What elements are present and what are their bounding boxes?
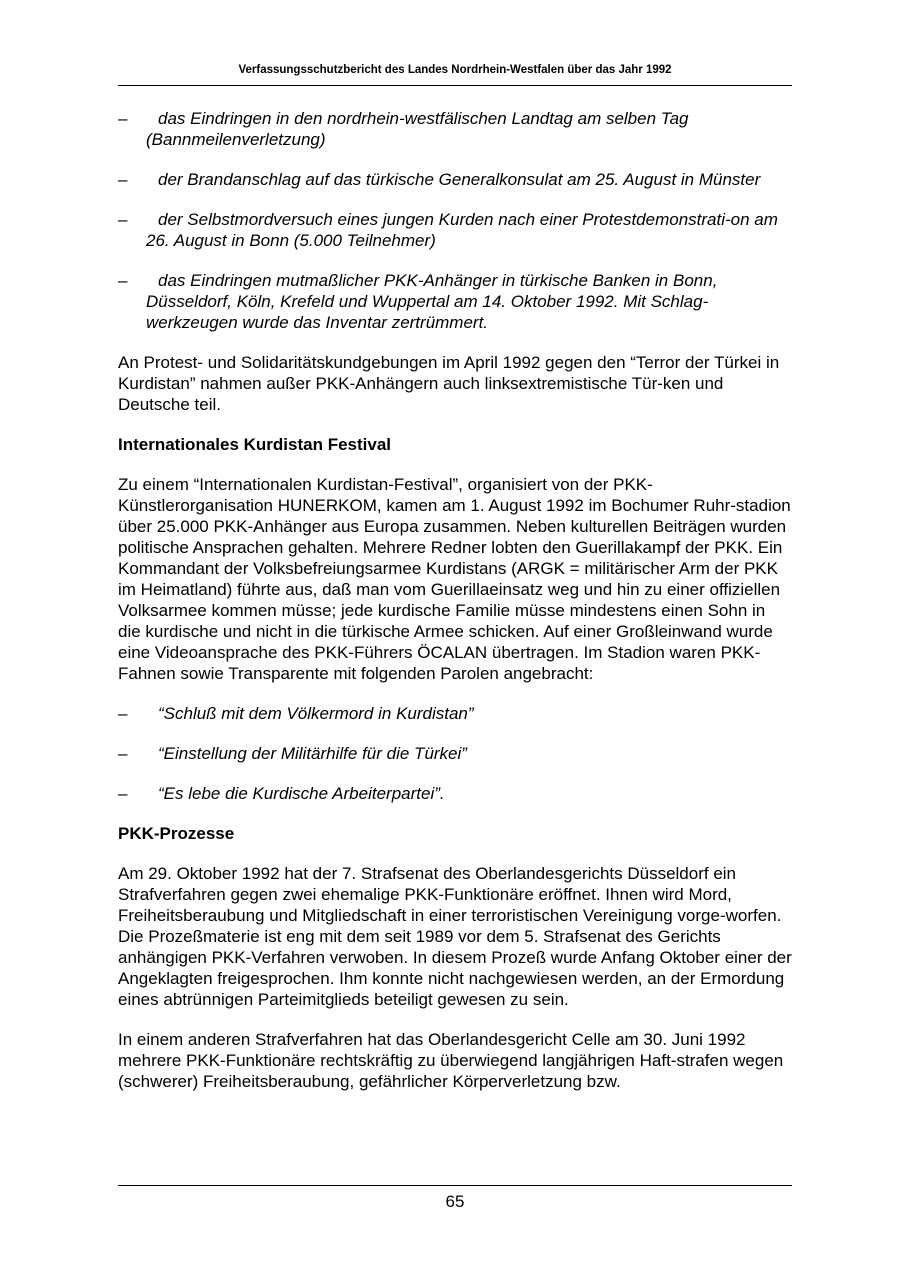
slogan-text: “Es lebe die Kurdische Arbeiterpartei”. [158, 784, 445, 803]
slogan-item [118, 783, 792, 804]
paragraph-festival: Zu einem “Internationalen Kurdistan-Festival”, organisiert von der PKK-Künstlerorganisation HUNERKOM, kamen am 1. August 1992 im Bochumer Ruhr-stadion über 25.000 PKK-Anhänger aus Europa zusammen. Neben kulturellen Beiträgen wurden politische Ansprachen gehalten. Mehrere Redner lobten den Guerillakampf der PKK. Ein Kommandant der Volksbefreiungsarmee Kurdistans (ARGK = militärischer Arm der PKK im Heimatland) führte aus, daß man vom Guerillaeinsatz weg und hin zu einer offiziellen Volksarmee kommen müsse; jede kurdische Familie müsse mindestens einen Sohn in die kurdische und nicht in die türkische Armee schicken. Auf einer Großleinwand wurde eine Videoansprache des PKK-Führers ÖCALAN übertragen. Im Stadion waren PKK-Fahnen sowie Transparente mit folgenden Parolen angebracht: [118, 475, 791, 683]
dash-marker: – [118, 271, 128, 290]
list-item [118, 169, 792, 190]
paragraph-protest: An Protest- und Solidaritätskundgebungen im April 1992 gegen den “Terror der Türkei in Kurdistan” nahmen außer PKK-Anhängern auch linksextremistische Tür-ken und Deutsche teil. [118, 353, 780, 414]
dash-marker: – [118, 210, 128, 229]
running-header: Verfassungsschutzbericht des Landes Nordrhein-Westfalen über das Jahr 1992 [238, 64, 672, 76]
paragraph-trials-1: Am 29. Oktober 1992 hat der 7. Strafsenat des Oberlandesgerichts Düsseldorf ein Strafverfahren gegen zwei ehemalige PKK-Funktionäre eröffnet. Ihnen wird Mord, Freiheitsberaubung und Mitgliedschaft in einer terroristischen Vereinigung vorge-worfen. Die Prozeßmaterie ist eng mit dem seit 1989 vor dem 5. Strafsenat des Gerichts anhängigen PKK-Verfahren verwoben. In diesem Prozeß wurde Anfang Oktober einer der Angeklagten freigesprochen. Ihm konnte nicht nachgewiesen werden, an der Ermordung eines abtrünnigen Parteimitglieds beteiligt gewesen zu sein. [118, 864, 792, 1009]
page-body [118, 108, 792, 1111]
list-item [118, 270, 792, 333]
section-heading-festival: Internationales Kurdistan Festival [118, 435, 392, 454]
list-item-text: der Selbstmordversuch eines jungen Kurden nach einer Protestdemonstrati-on am 26. August in Bonn (5.000 Teilnehmer) [146, 210, 778, 250]
list-item-text: der Brandanschlag auf das türkische Generalkonsulat am 25. August in Münster [158, 170, 761, 189]
slogan-item [118, 703, 792, 724]
footer-rule [118, 1185, 792, 1186]
paragraph-trials-2: In einem anderen Strafverfahren hat das Oberlandesgericht Celle am 30. Juni 1992 mehrere PKK-Funktionäre rechtskräftig zu überwiegend langjährigen Haft-strafen wegen (schwerer) Freiheitsberaubung, gefährlicher Körperverletzung bzw. [118, 1030, 784, 1091]
section-heading-trials: PKK-Prozesse [118, 824, 235, 843]
dash-marker: – [118, 784, 128, 803]
list-item [118, 108, 792, 150]
dash-marker: – [118, 744, 128, 763]
dash-marker: – [118, 704, 128, 723]
list-item [118, 209, 792, 251]
slogan-text: “Schluß mit dem Völkermord in Kurdistan” [158, 704, 474, 723]
dash-marker: – [118, 109, 128, 128]
slogan-text: “Einstellung der Militärhilfe für die Türkei” [158, 744, 467, 763]
page-number: 65 [445, 1192, 465, 1211]
list-item-text: das Eindringen in den nordrhein-westfälischen Landtag am selben Tag (Bannmeilenverletzung) [146, 109, 689, 149]
header-rule [118, 85, 792, 86]
list-item-text: das Eindringen mutmaßlicher PKK-Anhänger in türkische Banken in Bonn, Düsseldorf, Köln, Krefeld und Wuppertal am 14. Oktober 1992. Mit Schlag-werkzeugen wurde das Inventar zertrümmert. [146, 271, 718, 332]
dash-marker: – [118, 170, 128, 189]
slogan-item [118, 743, 792, 764]
